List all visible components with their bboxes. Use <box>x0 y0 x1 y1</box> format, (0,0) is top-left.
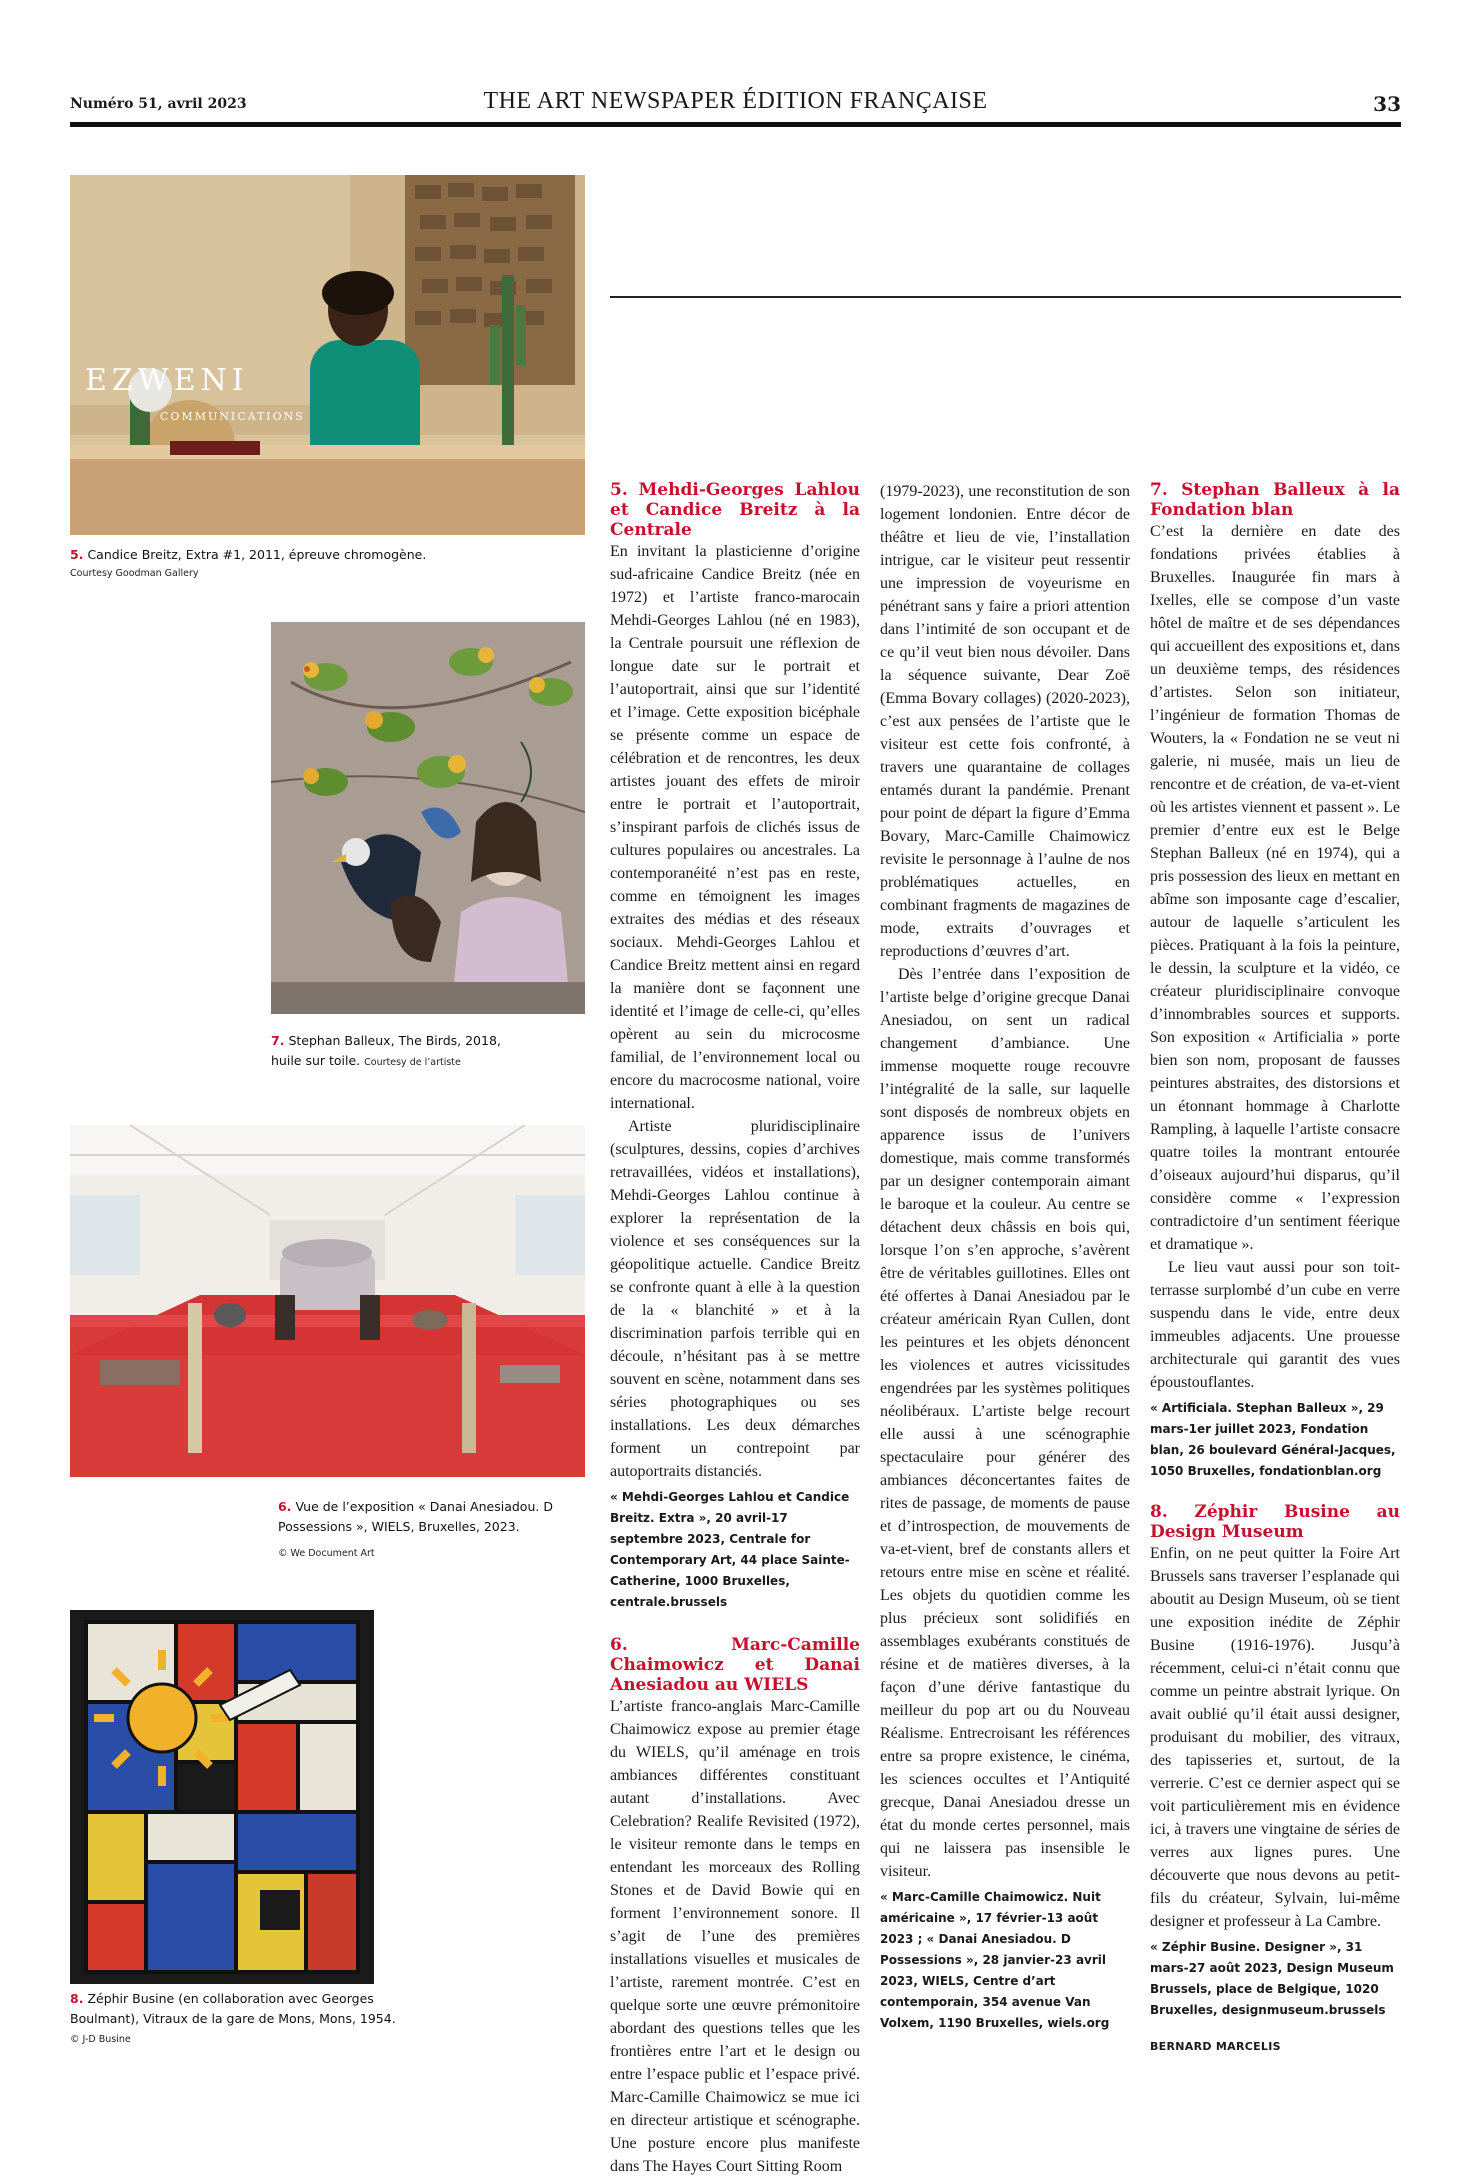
painting-the-birds <box>271 622 585 1014</box>
section-heading-8: 8. Zéphir Busine au Design Museum <box>1150 1502 1400 1542</box>
photo-wiels-exhibition <box>70 1125 585 1477</box>
caption-7 <box>271 1031 521 1073</box>
section-heading-5: 5. Mehdi-Georges Lahlou et Candice Breitz à la Centrale <box>610 480 860 540</box>
sign-communications: COMMUNICATIONS <box>160 410 305 423</box>
caption-credit: Courtesy de l’artiste <box>364 1057 461 1068</box>
paragraph: Dès l’entrée dans l’exposition de l’artiste belge d’origine grecque Danai Anesiadou, on sent un radical changement d’ambiance. Une immense moquette rouge recouvre l’intégralité de la salle, sur laquelle sont disposés de nombreux objets en apparence issus de l’univers domestique, mais comme transformés par un designer contemporain aimant le baroque et la couleur. Au centre se détachent deux châssis en bois qui, lorsque l’on s’en approche, s’avèrent être de véritables guillotines. Elles ont été offertes à Danai Anesiadou par le créateur américain Ryan Cullen, dont les peintures et les objets dénoncent les violences et autres vicissitudes engendrées par les systèmes politiques néolibéraux. L’artiste belge recourt elle aussi à une scénographie spectaculaire pour générer des ambiances déconcertantes faites de rites de passage, de moments de pause et d’introspection, de mouvements de va-et-vient, bref de constants allers et retours entre mise en scène et réalité. Les objets du quotidien comme les plus précieux sont solidifiés en assemblages exubérants constitués de résine et de matières diverses, à la façon d’une dérive fantastique du meilleur du pop art ou du Nouveau Réalisme. Entrecroisant les références entre sa propre existence, le cinéma, les sciences occultes et l’Antiquité grecque, Danai Anesiadou dresse un état du monde certes personnel, mais qui ne laissera pas insensible le visiteur. <box>880 966 1130 1880</box>
caption-text: Stephan Balleux, The Birds, 2018, huile sur toile. <box>271 1033 501 1068</box>
exhibition-info: « Artificiala. Stephan Balleux », 29 mars-1er juillet 2023, Fondation blan, 26 boulevard Général-Jacques, 1050 Bruxelles, fondationblan.org <box>1150 1401 1396 1478</box>
paragraph: (1979-2023), une reconstitution de son logement londonien. Entre décor de théâtre et lieu de vie, l’installation intrigue, car le visiteur peut ressentir une impression de voyeurisme en pénétrant sans y faire a priori attention dans l’intimité de son occupant et de ce qu’il veut bien nous dévoiler. Dans la séquence suivante, Dear Zoë (Emma Bovary collages) (2020-2023), c’est aux pensées de l’artiste que le visiteur est cette fois confronté, à travers une quarantaine de collages entamés durant la pandémie. Prenant pour point de départ la figure d’Emma Bovary, Marc-Camille Chaimowicz revisite le personnage à l’aulne de nos problématiques actuelles, en combinant fragments de magazines de mode, extraits d’ouvrages et reproductions d’œuvres d’art. <box>880 483 1130 960</box>
caption-number: 5. <box>70 547 84 562</box>
caption-5 <box>70 545 590 565</box>
caption-8 <box>70 1989 410 2029</box>
article-column-1 <box>610 480 860 2178</box>
paragraph: Artiste pluridisciplinaire (sculptures, dessins, copies d’archives retravaillées, vidéos et installations), Mehdi-Georges Lahlou continue à explorer la représentation de la violence et ses conséquences sur la géopolitique actuelle. Candice Breitz se confronte quant à elle à la question de la « blanchité » et à la discrimination parfois terrible qui en découle, n’hésitant pas à se mettre souvent en scène, notamment dans ses séries photographiques ou ses installations. Les deux démarches forment un contrepoint par autoportraits distanciés. <box>610 1118 860 1480</box>
caption-text: Candice Breitz, Extra #1, 2011, épreuve chromogène. <box>87 547 427 562</box>
stained-glass-busine <box>70 1610 374 1984</box>
credit-8: © J-D Busine <box>70 2034 131 2045</box>
caption-number: 8. <box>70 1991 84 2006</box>
page-number: 33 <box>1373 92 1401 116</box>
author-byline: BERNARD MARCELIS <box>1150 2040 1281 2053</box>
paragraph: L’artiste franco-anglais Marc-Camille Chaimowicz expose au premier étage du WIELS, qu’il aménage en trois ambiances différentes constituant autant d’installations. Avec Celebration? Realife Revisited (1972), le visiteur remonte dans le temps en entendant les morceaux des Rolling Stones et de David Bowie qui en forment l’environnement sonore. Il s’agit de l’une des premières installations visuelles et musicales de l’artiste, rarement montrée. C’est en quelque sorte une œuvre prémonitoire abordant des questions telles que les frontières entre l’art et le design ou entre l’espace public et l’espace privé. Marc-Camille Chaimowicz se mue ici en directeur artistique et scénographe. Une posture encore plus manifeste dans The Hayes Court Sitting Room <box>610 1698 860 2175</box>
article-column-2 <box>880 480 1130 2034</box>
publication-title: THE ART NEWSPAPER ÉDITION FRANÇAISE <box>483 88 988 114</box>
paragraph: C’est la dernière en date des fondations privées établies à Bruxelles. Inaugurée fin mars à Ixelles, elle se compose d’un vaste hôtel de maître et de ses dépendances qui accueillent des expositions et, dans un deuxième temps, des résidences d’artistes. Selon son initiateur, l’ingénieur de formation Thomas de Wouters, la « Fondation ne se veut ni galerie, ni musée, mais un lieu de rencontre et de création, de va-et-vient où les artistes viennent et passent ». Le premier d’entre eux est le Belge Stephan Balleux (né en 1974), qui a pris possession des lieux en mettant en abîme son imposante cage d’escalier, autour de laquelle s’articulent les pièces. Pratiquant à la fois la peinture, le dessin, la sculpture et la vidéo, ce créateur pluridisciplinaire convoque d’innombrables sources et supports. Son exposition « Artificialia » porte bien son nom, proposant de fausses peintures abstraites, des distorsions et un étonnant hommage à Charlotte Rampling, à laquelle l’artiste consacre quatre toiles la montrant entourée d’oiseaux aujourd’hui disparus, qu’il considère comme « l’expression contradictoire d’un sentiment féerique et dramatique ». <box>1150 523 1400 1253</box>
photo-candice-breitz <box>70 175 585 535</box>
section-heading-7: 7. Stephan Balleux à la Fondation blan <box>1150 480 1400 520</box>
section-heading-6: 6. Marc-Camille Chaimowicz et Danai Anesiadou au WIELS <box>610 1635 860 1695</box>
issue-date: Numéro 51, avril 2023 <box>70 96 247 112</box>
exhibition-info: « Mehdi-Georges Lahlou et Candice Breitz. Extra », 20 avril-17 septembre 2023, Centrale for Contemporary Art, 44 place Sainte-Catherine, 1000 Bruxelles, centrale.brussels <box>610 1490 850 1609</box>
article-column-3 <box>1150 480 1400 2058</box>
caption-text: Vue de l’exposition « Danai Anesiadou. D Possessions », WIELS, Bruxelles, 2023. <box>278 1499 553 1534</box>
exhibition-info: « Marc-Camille Chaimowicz. Nuit américaine », 17 février-13 août 2023 ; « Danai Anesiadou. D Possessions », 28 janvier-23 avril 2023, WIELS, Centre d’art contemporain, 354 avenue Van Volxem, 1190 Bruxelles, wiels.org <box>880 1890 1110 2030</box>
paragraph: En invitant la plasticienne d’origine sud-africaine Candice Breitz (née en 1972) et l’artiste franco-marocain Mehdi-Georges Lahlou (né en 1983), la Centrale poursuit une réflexion de longue date sur le portrait et l’autoportrait, ainsi que sur l’identité et l’image. Cette exposition bicéphale se présente comme un espace de célébration et de rencontres, les deux artistes jouant des effets de miroir entre le portrait et l’autoportrait, s’inspirant parfois de clichés issus de cultures populaires ou ancestrales. La contemporanéité n’est pas en reste, comme en témoignent les images extraites des médias et des réseaux sociaux. Mehdi-Georges Lahlou et Candice Breitz mettent ainsi en regard la manière dont se façonnent une identité et l’image de celle-ci, qu’elles opèrent au sein du microcosme familial, de l’environnement local ou encore du macrocosme national, voire international. <box>610 543 860 1112</box>
caption-text: Zéphir Busine (en collaboration avec Georges Boulmant), Vitraux de la gare de Mons, Mons, 1954. <box>70 1991 396 2026</box>
paragraph: Le lieu vaut aussi pour son toit-terrasse surplombé d’un cube en verre suspendu dans le vide, entre deux immeubles adjacents. Une prouesse architecturale qui garantit des vues époustouflantes. <box>1150 1259 1400 1391</box>
exhibition-info: « Zéphir Busine. Designer », 31 mars-27 août 2023, Design Museum Brussels, place de Belgique, 1020 Bruxelles, designmuseum.brussels <box>1150 1940 1394 2017</box>
caption-6 <box>278 1497 568 1537</box>
header-rule <box>70 122 1401 127</box>
paragraph: Enfin, on ne peut quitter la Foire Art Brussels sans traverser l’esplanade qui aboutit au Design Museum, où se tient une exposition inédite de Zéphir Busine (1916-1976). Jusqu’à récemment, celui-ci n’était connu que comme un peintre abstrait lyrique. On avait oublié qu’il était aussi designer, produisant du mobilier, des vitraux, des tapisseries et, surtout, de la verrerie. C’est ce dernier aspect qui se voit particulièrement mis en évidence ici, à travers une vingtaine de séries de verres aux lignes pures. Une découverte que nous devons au petit-fils du créateur, Sylvain, lui-même designer et professeur à La Cambre. <box>1150 1545 1400 1930</box>
sign-ezweni: EZWENI <box>85 363 249 398</box>
caption-number: 7. <box>271 1033 285 1048</box>
credit-6: © We Document Art <box>278 1548 375 1559</box>
caption-number: 6. <box>278 1499 292 1514</box>
credit-5: Courtesy Goodman Gallery <box>70 568 199 579</box>
section-rule <box>610 296 1401 298</box>
